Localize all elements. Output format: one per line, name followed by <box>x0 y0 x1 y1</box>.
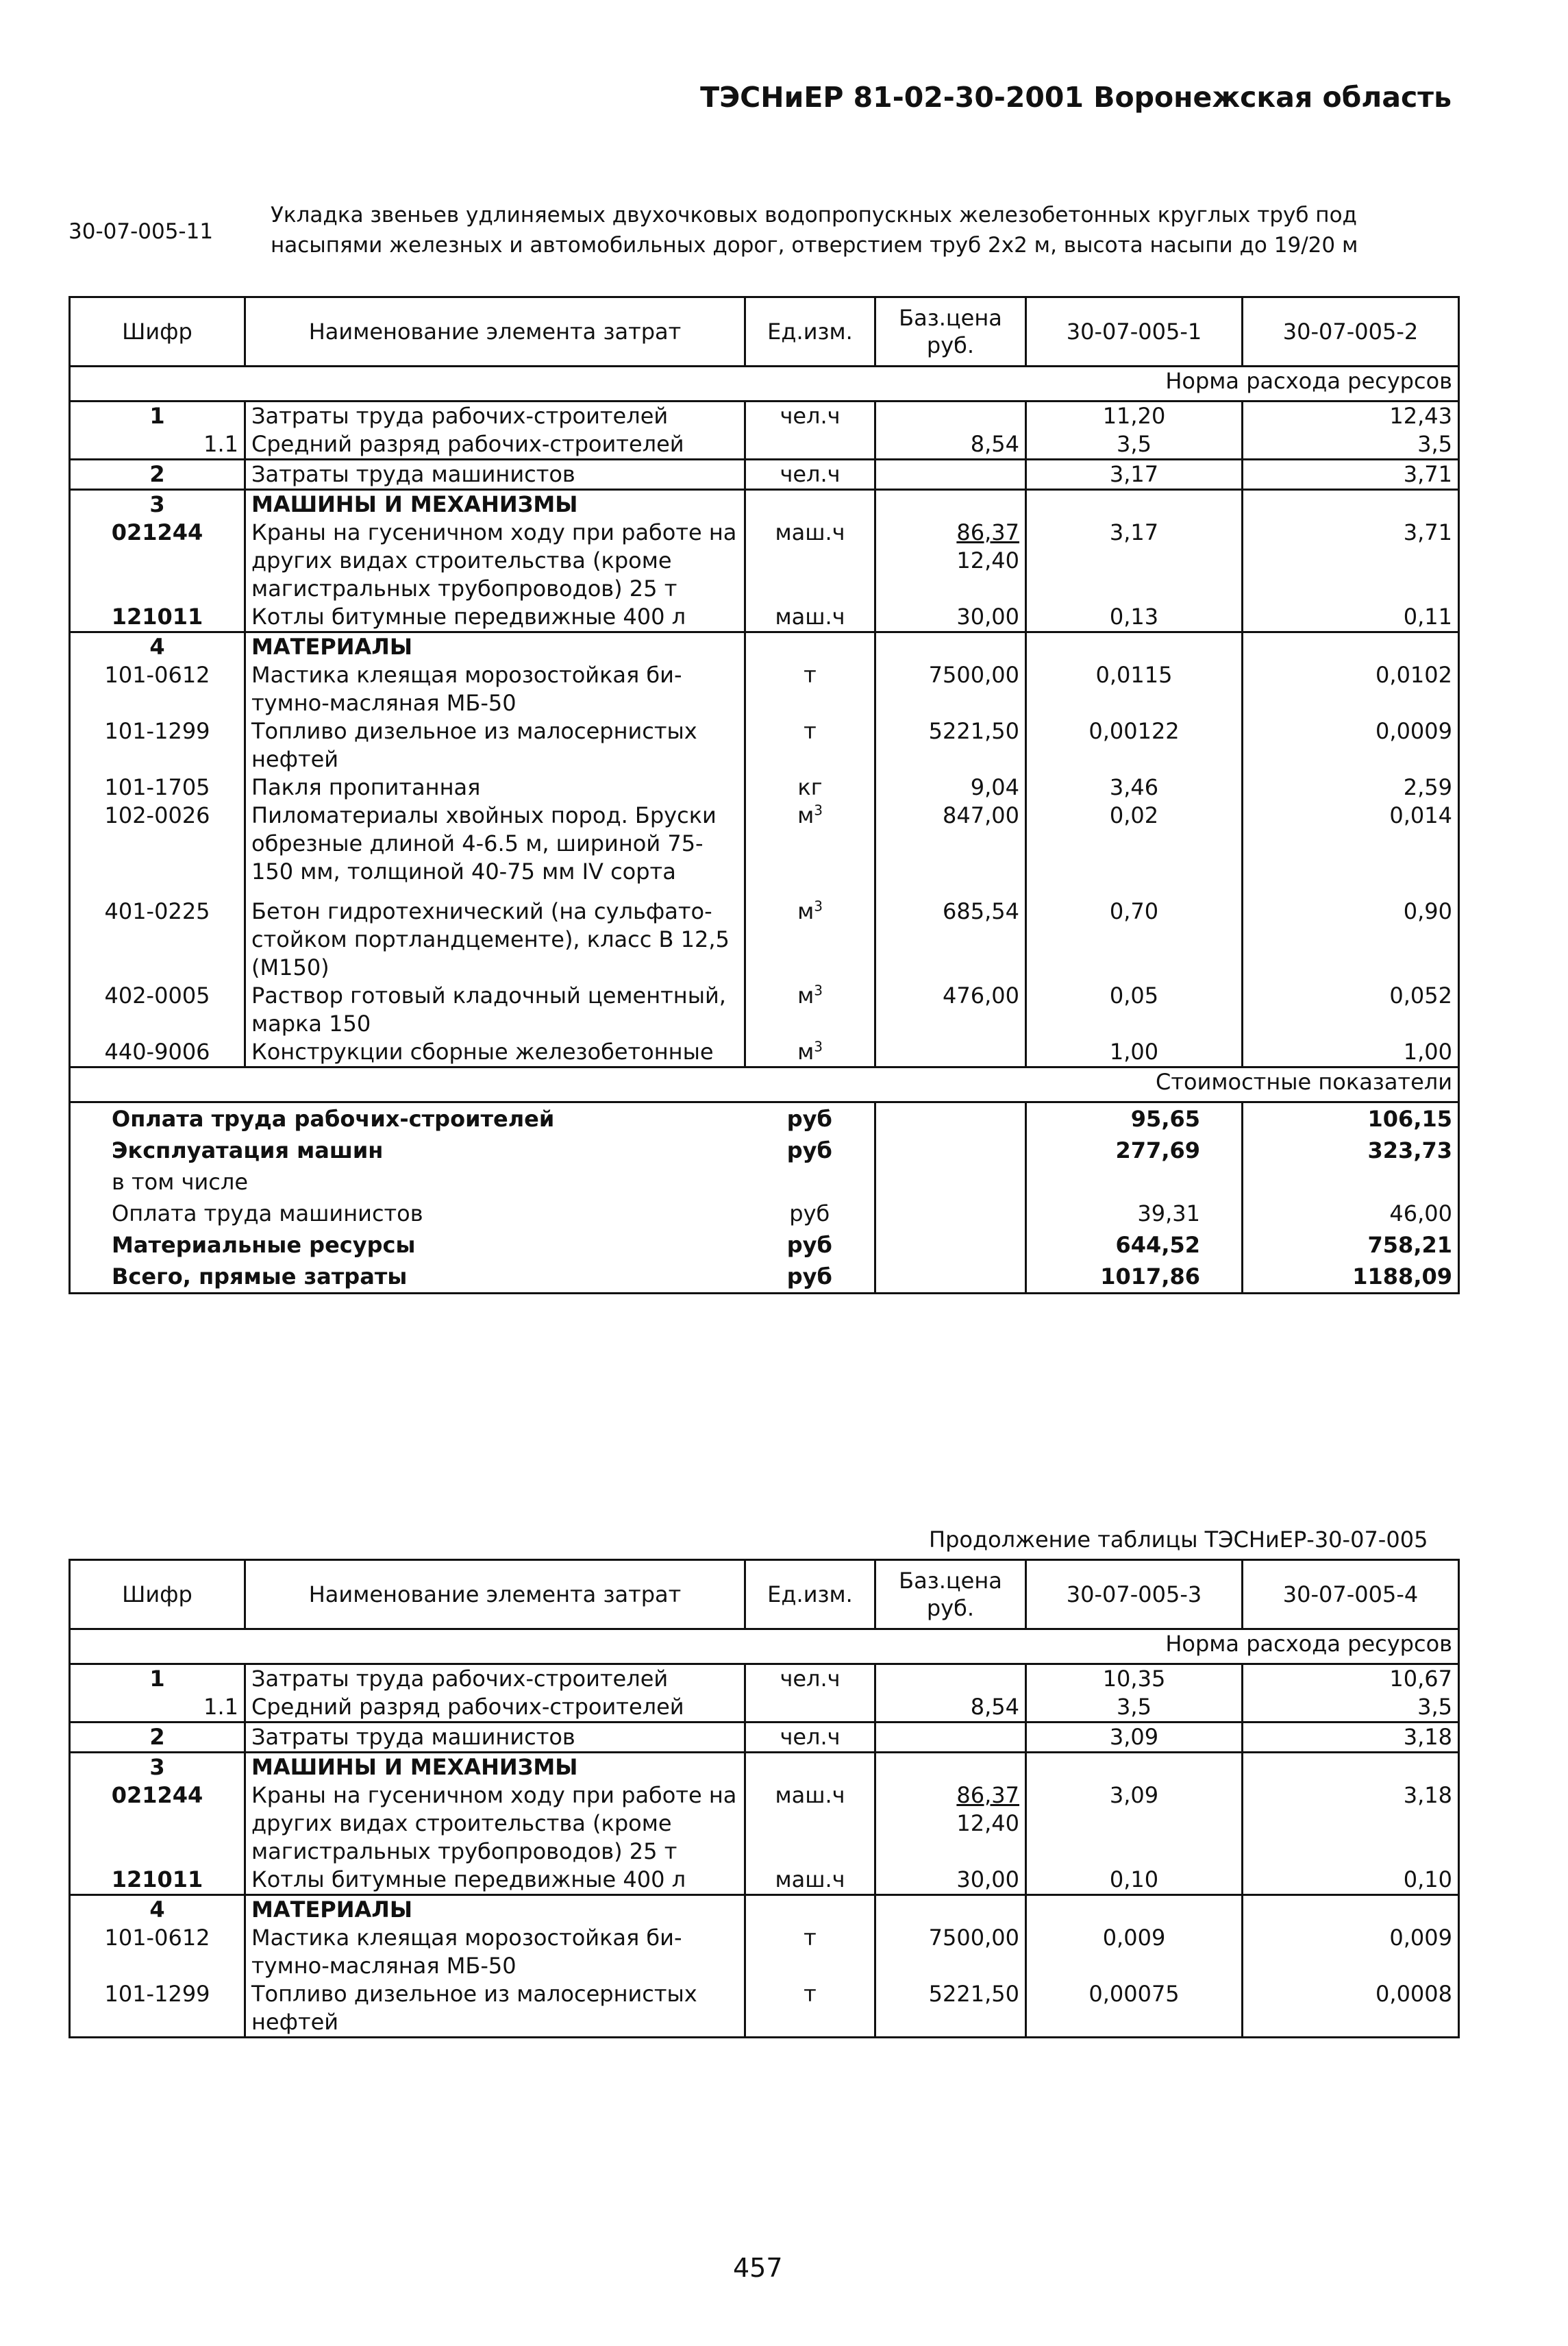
summary-unit <box>745 1166 875 1198</box>
row-norm-b: 0,052 <box>1243 982 1459 1038</box>
row-price-value: 86,37 <box>956 519 1019 545</box>
summary-a: 644,52 <box>1026 1229 1243 1261</box>
summary-label: в том числе <box>70 1166 745 1198</box>
row-norm-a: 11,20 <box>1026 402 1243 431</box>
col-price-header: Баз.цена руб. <box>875 1560 1026 1629</box>
row-unit <box>745 802 875 898</box>
row-name: Средний разряд рабочих-строителей <box>245 430 745 460</box>
row-unit-text: м <box>797 1039 814 1065</box>
summary-empty <box>875 1261 1026 1294</box>
col-name-header: Наименование элемента затрат <box>245 297 745 367</box>
summary-label: Оплата труда машинистов <box>70 1198 745 1229</box>
summary-unit: руб <box>745 1102 875 1135</box>
table-row <box>70 898 1459 982</box>
unit-exponent: 3 <box>814 1038 823 1055</box>
row-name: Краны на гусеничном ходу при работе на других видах строительства (кроме магистральных трубопроводов) 25 т <box>245 1781 745 1866</box>
row-norm-b <box>1243 632 1459 662</box>
row-price <box>875 490 1026 519</box>
cost-label: Стоимостные показатели <box>1026 1067 1459 1102</box>
table-row <box>70 1038 1459 1067</box>
row-unit <box>745 717 875 774</box>
description-line-1: Укладка звеньев удлиняемых двухочковых водопропускных железобетонных круглых труб под <box>271 203 1357 227</box>
row-norm-b: 0,0008 <box>1243 1980 1459 2038</box>
row-name: МАТЕРИАЛЫ <box>245 632 745 662</box>
row-norm-a: 0,02 <box>1026 802 1243 898</box>
row-code: 3 <box>70 1753 245 1782</box>
row-unit-text: маш.ч <box>775 1866 845 1892</box>
row-name: Раствор готовый кладочный цементный, марка 150 <box>245 982 745 1038</box>
row-unit-text: м <box>797 802 814 828</box>
row-unit <box>745 430 875 460</box>
row-norm-b: 3,71 <box>1243 519 1459 603</box>
row-norm-a: 0,05 <box>1026 982 1243 1038</box>
row-price <box>875 1753 1026 1782</box>
row-price <box>875 717 1026 774</box>
summary-unit: руб <box>745 1261 875 1294</box>
row-unit <box>745 774 875 802</box>
row-price-value: 7500,00 <box>928 1925 1019 1951</box>
row-price-value: 9,04 <box>970 774 1019 800</box>
row-norm-a: 0,00122 <box>1026 717 1243 774</box>
row-price <box>875 1980 1026 2038</box>
col-a-header: 30-07-005-1 <box>1026 297 1243 367</box>
summary-b: 46,00 <box>1243 1198 1459 1229</box>
row-norm-a: 0,10 <box>1026 1866 1243 1895</box>
norm-code: 30-07-005-11 <box>69 219 214 244</box>
row-unit <box>745 982 875 1038</box>
row-price-value: 7500,00 <box>928 662 1019 688</box>
row-unit-text: чел.ч <box>780 1666 841 1692</box>
summary-b <box>1243 1166 1459 1198</box>
row-name: Топливо дизельное из малосернистых нефтей <box>245 1980 745 2038</box>
table-row <box>70 1753 1459 1782</box>
norms-table-1 <box>69 296 1460 1294</box>
row-name: Затраты труда машинистов <box>245 1723 745 1753</box>
row-price <box>875 1781 1026 1866</box>
row-code: 1.1 <box>70 1693 245 1723</box>
table-row <box>70 519 1459 603</box>
table-row <box>70 632 1459 662</box>
row-name: Пакля пропитанная <box>245 774 745 802</box>
summary-label: Материальные ресурсы <box>70 1229 745 1261</box>
row-norm-a <box>1026 1895 1243 1925</box>
table-header-row <box>70 1560 1459 1629</box>
row-norm-b: 10,67 <box>1243 1664 1459 1694</box>
row-unit-text: маш.ч <box>775 1782 845 1808</box>
row-code: 2 <box>70 460 245 490</box>
row-code: 2 <box>70 1723 245 1753</box>
row-name: Пиломатериалы хвойных пород. Бруски обрезные длиной 4-6.5 м, шириной 75-150 мм, толщиной 40-75 мм IV сорта <box>245 802 745 898</box>
row-name: МАШИНЫ И МЕХАНИЗМЫ <box>245 1753 745 1782</box>
row-code: 4 <box>70 1895 245 1925</box>
row-unit-text: чел.ч <box>780 1724 841 1750</box>
col-a-header: 30-07-005-3 <box>1026 1560 1243 1629</box>
row-name: Мастика клеящая морозостойкая би-тумно-масляная МБ-50 <box>245 1924 745 1980</box>
row-norm-a: 0,70 <box>1026 898 1243 982</box>
row-norm-a: 1,00 <box>1026 1038 1243 1067</box>
summary-empty <box>875 1198 1026 1229</box>
row-price <box>875 661 1026 717</box>
summary-row <box>70 1229 1459 1261</box>
summary-row <box>70 1198 1459 1229</box>
table-row <box>70 1664 1459 1694</box>
row-price-value: 5221,50 <box>928 718 1019 744</box>
row-code: 121011 <box>70 1866 245 1895</box>
row-unit <box>745 402 875 431</box>
row-unit-text: кг <box>797 774 823 800</box>
row-price <box>875 1924 1026 1980</box>
row-price <box>875 1723 1026 1753</box>
table-row <box>70 774 1459 802</box>
row-price <box>875 402 1026 431</box>
row-norm-a: 10,35 <box>1026 1664 1243 1694</box>
row-name: Топливо дизельное из малосернистых нефтей <box>245 717 745 774</box>
unit-exponent: 3 <box>814 898 823 915</box>
table-row <box>70 402 1459 431</box>
row-price <box>875 519 1026 603</box>
row-norm-b: 0,11 <box>1243 603 1459 632</box>
row-price <box>875 982 1026 1038</box>
row-code: 401-0225 <box>70 898 245 982</box>
row-norm-b <box>1243 1753 1459 1782</box>
row-price <box>875 460 1026 490</box>
row-price <box>875 1895 1026 1925</box>
table-row <box>70 1924 1459 1980</box>
row-code: 101-1705 <box>70 774 245 802</box>
row-norm-a: 3,46 <box>1026 774 1243 802</box>
row-code: 021244 <box>70 1781 245 1866</box>
row-price <box>875 430 1026 460</box>
col-price-header: Баз.цена руб. <box>875 297 1026 367</box>
row-code: 101-1299 <box>70 717 245 774</box>
row-unit <box>745 1924 875 1980</box>
row-code: 3 <box>70 490 245 519</box>
norm-description <box>271 200 1449 260</box>
table-row <box>70 1693 1459 1723</box>
row-price-value: 685,54 <box>943 898 1019 924</box>
table-header-row <box>70 297 1459 367</box>
table-row <box>70 661 1459 717</box>
summary-b: 106,15 <box>1243 1102 1459 1135</box>
summary-label: Оплата труда рабочих-строителей <box>70 1102 745 1135</box>
row-norm-b: 2,59 <box>1243 774 1459 802</box>
summary-unit: руб <box>786 1232 832 1258</box>
row-norm-b: 1,00 <box>1243 1038 1459 1067</box>
row-code: 101-1299 <box>70 1980 245 2038</box>
table-row <box>70 460 1459 490</box>
summary-empty <box>875 1166 1026 1198</box>
row-price-value: 8,54 <box>970 431 1019 457</box>
row-norm-b: 3,71 <box>1243 460 1459 490</box>
row-price-value: 86,37 <box>956 1782 1019 1808</box>
col-unit-header: Ед.изм. <box>745 1560 875 1629</box>
row-unit <box>745 1693 875 1723</box>
table-row <box>70 802 1459 898</box>
unit-exponent: 3 <box>814 982 823 999</box>
row-unit-text: т <box>804 1925 817 1951</box>
row-code: 101-0612 <box>70 1924 245 1980</box>
table-row <box>70 717 1459 774</box>
row-norm-a: 0,13 <box>1026 603 1243 632</box>
row-price <box>875 802 1026 898</box>
norm-label: Норма расхода ресурсов <box>1026 367 1459 402</box>
summary-a <box>1026 1166 1243 1198</box>
norms-table-2 <box>69 1559 1460 2038</box>
table-row <box>70 1781 1459 1866</box>
row-unit-text: м <box>797 898 814 924</box>
row-price-value: 30,00 <box>956 604 1019 630</box>
row-unit <box>745 632 875 662</box>
summary-row <box>70 1135 1459 1166</box>
row-unit-text: маш.ч <box>775 519 845 545</box>
row-price <box>875 603 1026 632</box>
row-unit <box>745 1664 875 1694</box>
row-norm-a: 0,00075 <box>1026 1980 1243 2038</box>
summary-unit: руб <box>789 1200 830 1226</box>
row-norm-b: 12,43 <box>1243 402 1459 431</box>
norm-label-row <box>70 1629 1459 1664</box>
table-row <box>70 603 1459 632</box>
row-unit <box>745 1980 875 2038</box>
row-unit <box>745 1723 875 1753</box>
col-code-header: Шифр <box>70 1560 245 1629</box>
row-norm-b: 3,5 <box>1243 430 1459 460</box>
summary-unit: руб <box>786 1137 832 1163</box>
norm-label-row <box>70 367 1459 402</box>
row-price-value: 30,00 <box>956 1866 1019 1892</box>
row-norm-a: 0,0115 <box>1026 661 1243 717</box>
row-norm-b <box>1243 490 1459 519</box>
row-unit <box>745 519 875 603</box>
row-norm-b: 0,0102 <box>1243 661 1459 717</box>
row-unit <box>745 490 875 519</box>
row-name: Краны на гусеничном ходу при работе на других видах строительства (кроме магистральных трубопроводов) 25 т <box>245 519 745 603</box>
row-norm-a <box>1026 490 1243 519</box>
col-b-header: 30-07-005-2 <box>1243 297 1459 367</box>
row-code: 121011 <box>70 603 245 632</box>
row-name: Затраты труда рабочих-строителей <box>245 402 745 431</box>
row-name: Котлы битумные передвижные 400 л <box>245 1866 745 1895</box>
unit-exponent: 3 <box>814 802 823 819</box>
description-line-2: насыпями железных и автомобильных дорог, отверстием труб 2х2 м, высота насыпи до 19/20 м <box>271 233 1358 258</box>
row-norm-b: 0,90 <box>1243 898 1459 982</box>
summary-empty <box>875 1135 1026 1166</box>
row-name: Бетон гидротехнический (на сульфато-стойком портландцементе), класс В 12,5 (М150) <box>245 898 745 982</box>
row-price <box>875 774 1026 802</box>
row-norm-b: 0,0009 <box>1243 717 1459 774</box>
col-name-header: Наименование элемента затрат <box>245 1560 745 1629</box>
row-price-value: 8,54 <box>970 1694 1019 1720</box>
row-unit-text: чел.ч <box>780 403 841 429</box>
row-unit <box>745 1895 875 1925</box>
row-name: МАТЕРИАЛЫ <box>245 1895 745 1925</box>
col-code-header: Шифр <box>70 297 245 367</box>
row-unit-text: т <box>804 718 817 744</box>
table-row <box>70 982 1459 1038</box>
row-price <box>875 1866 1026 1895</box>
row-norm-a: 3,09 <box>1026 1723 1243 1753</box>
row-norm-a: 3,5 <box>1026 1693 1243 1723</box>
row-unit <box>745 898 875 982</box>
row-norm-a: 3,09 <box>1026 1781 1243 1866</box>
col-unit-header: Ед.изм. <box>745 297 875 367</box>
row-unit <box>745 1753 875 1782</box>
norm-label: Норма расхода ресурсов <box>1026 1629 1459 1664</box>
summary-empty <box>875 1229 1026 1261</box>
row-name: Мастика клеящая морозостойкая би-тумно-масляная МБ-50 <box>245 661 745 717</box>
row-price-second: 12,40 <box>956 547 1019 573</box>
row-norm-b: 0,009 <box>1243 1924 1459 1980</box>
row-code: 1.1 <box>70 430 245 460</box>
row-price-second: 12,40 <box>956 1810 1019 1836</box>
row-unit-text: маш.ч <box>775 604 845 630</box>
table-row <box>70 1980 1459 2038</box>
row-unit-text: т <box>804 1981 817 2007</box>
row-norm-a: 3,17 <box>1026 460 1243 490</box>
row-unit <box>745 603 875 632</box>
row-code: 101-0612 <box>70 661 245 717</box>
summary-label: Всего, прямые затраты <box>70 1261 745 1294</box>
row-unit-text: м <box>797 983 814 1009</box>
row-norm-b <box>1243 1895 1459 1925</box>
row-code: 021244 <box>70 519 245 603</box>
table-row <box>70 1895 1459 1925</box>
row-unit-text: т <box>804 662 817 688</box>
row-code: 4 <box>70 632 245 662</box>
page-number: 457 <box>733 2253 783 2283</box>
row-code: 402-0005 <box>70 982 245 1038</box>
row-code: 102-0026 <box>70 802 245 898</box>
row-name: Затраты труда машинистов <box>245 460 745 490</box>
row-name: Средний разряд рабочих-строителей <box>245 1693 745 1723</box>
row-norm-a <box>1026 1753 1243 1782</box>
table-row <box>70 1866 1459 1895</box>
row-price <box>875 1693 1026 1723</box>
row-name: МАШИНЫ И МЕХАНИЗМЫ <box>245 490 745 519</box>
document-header: ТЭСНиЕР 81-02-30-2001 Воронежская область <box>700 81 1452 114</box>
row-price <box>875 898 1026 982</box>
cost-label-row <box>70 1067 1459 1102</box>
row-norm-b: 3,5 <box>1243 1693 1459 1723</box>
row-unit <box>745 661 875 717</box>
row-price <box>875 632 1026 662</box>
continuation-caption: Продолжение таблицы ТЭСНиЕР-30-07-005 <box>929 1527 1428 1553</box>
row-norm-a: 3,17 <box>1026 519 1243 603</box>
row-price-value: 476,00 <box>943 983 1019 1009</box>
summary-row <box>70 1261 1459 1294</box>
summary-row <box>70 1166 1459 1198</box>
row-unit <box>745 460 875 490</box>
row-price <box>875 1664 1026 1694</box>
row-norm-a: 0,009 <box>1026 1924 1243 1980</box>
row-price-value: 5221,50 <box>928 1981 1019 2007</box>
row-code: 1 <box>70 402 245 431</box>
row-code: 440-9006 <box>70 1038 245 1067</box>
summary-row <box>70 1102 1459 1135</box>
row-norm-b: 3,18 <box>1243 1723 1459 1753</box>
table-row <box>70 430 1459 460</box>
row-norm-b: 3,18 <box>1243 1781 1459 1866</box>
row-code: 1 <box>70 1664 245 1694</box>
summary-b: 758,21 <box>1243 1229 1459 1261</box>
summary-b: 323,73 <box>1243 1135 1459 1166</box>
row-name: Котлы битумные передвижные 400 л <box>245 603 745 632</box>
row-norm-a: 3,5 <box>1026 430 1243 460</box>
summary-a: 39,31 <box>1026 1198 1243 1229</box>
summary-a: 1017,86 <box>1026 1261 1243 1294</box>
summary-label: Эксплуатация машин <box>70 1135 745 1166</box>
row-unit <box>745 1781 875 1866</box>
summary-empty <box>875 1102 1026 1135</box>
row-price-value: 847,00 <box>943 802 1019 828</box>
row-norm-b: 0,10 <box>1243 1866 1459 1895</box>
row-price <box>875 1038 1026 1067</box>
summary-a: 277,69 <box>1026 1135 1243 1166</box>
row-norm-a <box>1026 632 1243 662</box>
table-row <box>70 1723 1459 1753</box>
summary-b: 1188,09 <box>1243 1261 1459 1294</box>
row-norm-b: 0,014 <box>1243 802 1459 898</box>
col-b-header: 30-07-005-4 <box>1243 1560 1459 1629</box>
row-name: Конструкции сборные железобетонные <box>245 1038 745 1067</box>
table-row <box>70 490 1459 519</box>
row-unit <box>745 1866 875 1895</box>
row-name: Затраты труда рабочих-строителей <box>245 1664 745 1694</box>
summary-a: 95,65 <box>1026 1102 1243 1135</box>
row-unit <box>745 1038 875 1067</box>
row-unit-text: чел.ч <box>780 461 841 487</box>
